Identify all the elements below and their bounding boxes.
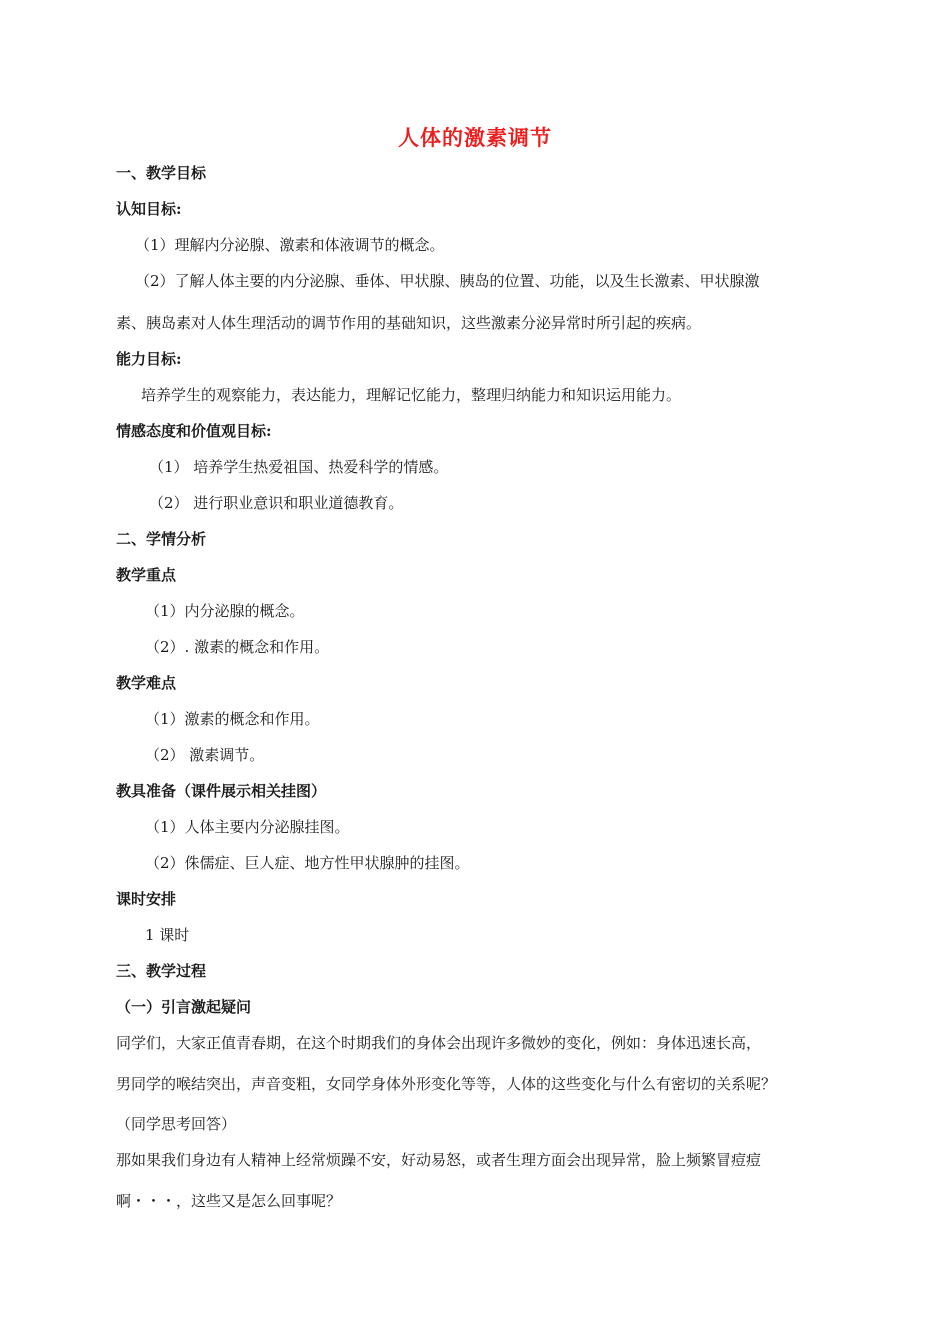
emotion-item-1: （1） 培养学生热爱祖国、热爱科学的情感。 <box>149 458 449 476</box>
intro-paragraph-2: （同学思考回答） <box>116 1115 237 1133</box>
subheading-key-points: 教学重点 <box>116 566 177 584</box>
subheading-introduction: （一）引言激起疑问 <box>116 998 252 1016</box>
section-heading-learning-analysis: 二、学情分析 <box>116 530 207 548</box>
difficulty-item-1: （1）激素的概念和作用。 <box>145 710 320 728</box>
section-heading-teaching-goals: 一、教学目标 <box>116 164 207 182</box>
cognitive-item-2-line-1: （2）了解人体主要的内分泌腺、垂体、甲状腺、胰岛的位置、功能，以及生长激素、甲状腺激 <box>135 272 760 290</box>
subheading-emotion-goals: 情感态度和价值观目标: <box>116 422 272 440</box>
subheading-difficulties: 教学难点 <box>116 674 177 692</box>
intro-paragraph-3-line-2: 啊・・・，这些又是怎么回事呢？ <box>116 1192 342 1210</box>
materials-item-2: （2）侏儒症、巨人症、地方性甲状腺肿的挂图。 <box>145 854 470 872</box>
intro-paragraph-1-line-2: 男同学的喉结突出，声音变粗，女同学身体外形变化等等，人体的这些变化与什么有密切的关系呢？ <box>116 1075 777 1093</box>
materials-item-1: （1）人体主要内分泌腺挂图。 <box>145 818 350 836</box>
section-heading-teaching-process: 三、教学过程 <box>116 962 207 980</box>
schedule-text: 1 课时 <box>145 926 190 944</box>
key-point-item-2: （2）. 激素的概念和作用。 <box>145 638 330 656</box>
intro-paragraph-1-line-1: 同学们，大家正值青春期，在这个时期我们的身体会出现许多微妙的变化，例如：身体迅速长高， <box>116 1034 762 1052</box>
document-title: 人体的激素调节 <box>398 125 552 150</box>
cognitive-item-2-line-2: 素、胰岛素对人体生理活动的调节作用的基础知识，这些激素分泌异常时所引起的疾病。 <box>116 314 702 332</box>
subheading-cognitive-goals: 认知目标: <box>116 200 182 218</box>
intro-paragraph-3-line-1: 那如果我们身边有人精神上经常烦躁不安，好动易怒，或者生理方面会出现异常，脸上频繁冒痘痘 <box>116 1151 762 1169</box>
emotion-item-2: （2） 进行职业意识和职业道德教育。 <box>149 494 404 512</box>
subheading-ability-goals: 能力目标: <box>116 350 182 368</box>
difficulty-item-2: （2） 激素调节。 <box>145 746 265 764</box>
ability-text: 培养学生的观察能力，表达能力，理解记忆能力，整理归纳能力和知识运用能力。 <box>141 386 682 404</box>
cognitive-item-1: （1）理解内分泌腺、激素和体液调节的概念。 <box>135 236 445 254</box>
key-point-item-1: （1）内分泌腺的概念。 <box>145 602 305 620</box>
subheading-materials: 教具准备（课件展示相关挂图） <box>116 782 327 800</box>
subheading-schedule: 课时安排 <box>116 890 177 908</box>
